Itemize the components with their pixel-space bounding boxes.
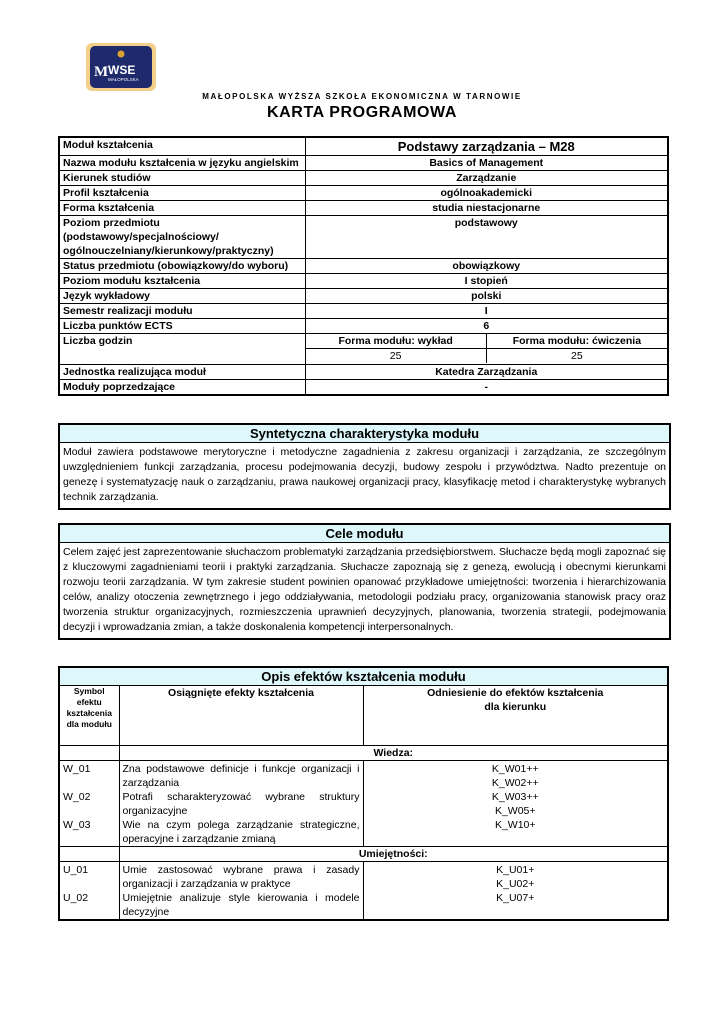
row-value: Katedra Zarządzania [305, 365, 668, 380]
row-label: Status przedmiotu (obowiązkowy/do wyboru) [59, 259, 305, 274]
reference: K_W01++ [491, 763, 539, 775]
school-name: MAŁOPOLSKA WYŻSZA SZKOŁA EKONOMICZNA W TARNOWIE [202, 92, 522, 101]
goals-section [58, 523, 671, 640]
row-value: 6 [305, 319, 668, 334]
effect: Umiejętnie analizuje style kierowania i modele decyzyjne [122, 892, 360, 918]
label-line: (podstawowy/specjalnościowy/ [63, 231, 219, 243]
effects-cell [119, 862, 363, 921]
category-knowledge: Wiedza: [119, 746, 668, 761]
effect: Wie na czym polega zarządzanie strategiczne, operacyjne i zarządzanie zmianą [122, 819, 360, 845]
section-heading: Syntetyczna charakterystyka modułu [60, 425, 669, 443]
row-value: I stopień [305, 274, 668, 289]
row-label: Język wykładowy [59, 289, 305, 304]
table-row [59, 201, 668, 216]
page-title: KARTA PROGRAMOWA [266, 104, 458, 121]
symbol: W_03 [63, 819, 91, 831]
col-symbol-header [59, 686, 119, 746]
header-line: dla modułu [66, 719, 112, 729]
row-value: studia niestacjonarne [305, 201, 668, 216]
reference: K_W05+ [494, 805, 536, 817]
hours-subtable [306, 334, 668, 363]
reference: K_W10+ [494, 819, 536, 831]
hours-cell [305, 334, 668, 365]
table-row [59, 171, 668, 186]
table-row [59, 304, 668, 319]
module-info-table [58, 136, 669, 396]
header-line: Odniesienie do efektów kształcenia [427, 687, 604, 699]
symbol: U_01 [63, 864, 89, 876]
row-label: Forma kształcenia [59, 201, 305, 216]
table-row [59, 274, 668, 289]
row-value: podstawowy [305, 216, 668, 259]
exercise-hours: 25 [571, 350, 583, 362]
header-line: Symbol [73, 686, 105, 696]
row-label: Kierunek studiów [59, 171, 305, 186]
logo-text: WSE [108, 63, 136, 77]
table-row [59, 862, 668, 921]
category-skills: Umiejętności: [119, 847, 668, 862]
module-name: Podstawy zarządzania – M28 [305, 137, 668, 156]
crown-icon [118, 51, 125, 58]
reference: K_W02++ [491, 777, 539, 789]
symbol: U_02 [63, 892, 89, 904]
row-value: obowiązkowy [305, 259, 668, 274]
row-value: - [305, 380, 668, 396]
outcomes-table [58, 666, 669, 921]
table-row [59, 380, 668, 396]
reference: K_U07+ [496, 892, 535, 904]
table-row [59, 319, 668, 334]
refs-cell [363, 761, 668, 847]
row-value: polski [305, 289, 668, 304]
form-lecture-label: Forma modułu: wykład [306, 334, 487, 349]
row-label: Liczba punktów ECTS [59, 319, 305, 334]
effect: Zna podstawowe definicje i funkcje organizacji i zarządzania [122, 763, 360, 789]
empty-cell [59, 746, 119, 761]
row-label: Semestr realizacji modułu [59, 304, 305, 319]
symbols-cell [59, 862, 119, 921]
row-label: Moduły poprzedzające [59, 380, 305, 396]
svg-text:M: M [94, 64, 109, 80]
symbol: W_01 [63, 763, 91, 775]
section-heading: Cele modułu [60, 525, 669, 543]
row-label: Profil kształcenia [59, 186, 305, 201]
table-row [59, 761, 668, 847]
row-label: Jednostka realizująca moduł [59, 365, 305, 380]
row-label: Moduł kształcenia [59, 137, 305, 156]
logo-subtext: MAŁOPOLSKA [108, 77, 139, 82]
symbol: W_02 [63, 791, 91, 803]
table-row [59, 216, 668, 259]
effect: Potrafi scharakteryzować wybrane struktury organizacyjne [122, 791, 360, 817]
table-row [59, 365, 668, 380]
table-row [59, 334, 668, 365]
row-value: ogólnoakademicki [305, 186, 668, 201]
row-value: Basics of Management [305, 156, 668, 171]
header-line: dla kierunku [484, 701, 547, 713]
reference: K_W03++ [491, 791, 539, 803]
label-line: Poziom przedmiotu [63, 217, 160, 229]
school-logo [86, 43, 156, 91]
effects-cell [119, 761, 363, 847]
reference: K_U02+ [496, 878, 535, 890]
table-row [59, 259, 668, 274]
table-row [59, 186, 668, 201]
form-exercise-label: Forma modułu: ćwiczenia [486, 334, 667, 349]
effect: Umie zastosować wybrane prawa i zasady organizacji i zarządzania w praktyce [122, 864, 360, 890]
header-line: efektu [76, 697, 102, 707]
lecture-hours: 25 [306, 349, 487, 364]
col-reference-header [363, 686, 668, 746]
row-label: Poziom modułu kształcenia [59, 274, 305, 289]
section-heading: Opis efektów kształcenia modułu [59, 667, 668, 686]
row-value: Zarządzanie [305, 171, 668, 186]
refs-cell [363, 862, 668, 921]
section-body: Moduł zawiera podstawowe merytoryczne i metodyczne zagadnienia z zakresu organizacji i zarządzania, ze szczególnym uwzględnieniem funkcji zarządzania, procesu podejmowania decyzji, budowy zespołu i przywództwa. Nadto prezentuje on genezę i systematyzację nauk o zarządzaniu, prawa naukowej organizacji pracy, klasyfikację metod i charakterystykę wybranych technik zarządzania. [63, 446, 666, 503]
table-row [59, 289, 668, 304]
symbols-cell [59, 761, 119, 847]
row-label [59, 216, 305, 259]
header-line: kształcenia [66, 708, 112, 718]
synthetic-section [58, 423, 671, 510]
table-row [59, 156, 668, 171]
label-line: ogólnouczelniany/kierunkowy/praktyczny) [63, 245, 274, 257]
row-value: I [305, 304, 668, 319]
table-row [59, 137, 668, 156]
section-body: Celem zajęć jest zaprezentowanie słuchaczom problematyki zarządzania przedsiębiorstwem. Słuchacze będą mogli zapoznać się z kluczowymi zagadnieniami teorii i praktyki zarządzania. Słuchacze zapoznają się z genezą, ewolucją i obecnymi kierunkami rozwoju teorii zarządzania. W tym zakresie student powinien opanować przykładowe umiejętności: tworzenia i hierarchizowania celów, analizy otoczenia zewnętrznego i jego oddziaływania, metodologii podziału pracy, organizowania stanowisk pracy oraz tworzenia struktur organizacyjnych, rozmieszczenia uprawnień decyzyjnych, planowania, tworzenia strategii, podejmowania decyzji i wprowadzania zmian, a także doskonalenia kompetencji interpersonalnych. [63, 546, 666, 633]
row-label: Liczba godzin [59, 334, 305, 365]
reference: K_U01+ [496, 864, 535, 876]
empty-cell [59, 847, 119, 862]
row-label: Nazwa modułu kształcenia w języku angielskim [59, 156, 305, 171]
col-effects-header: Osiągnięte efekty kształcenia [119, 686, 363, 746]
